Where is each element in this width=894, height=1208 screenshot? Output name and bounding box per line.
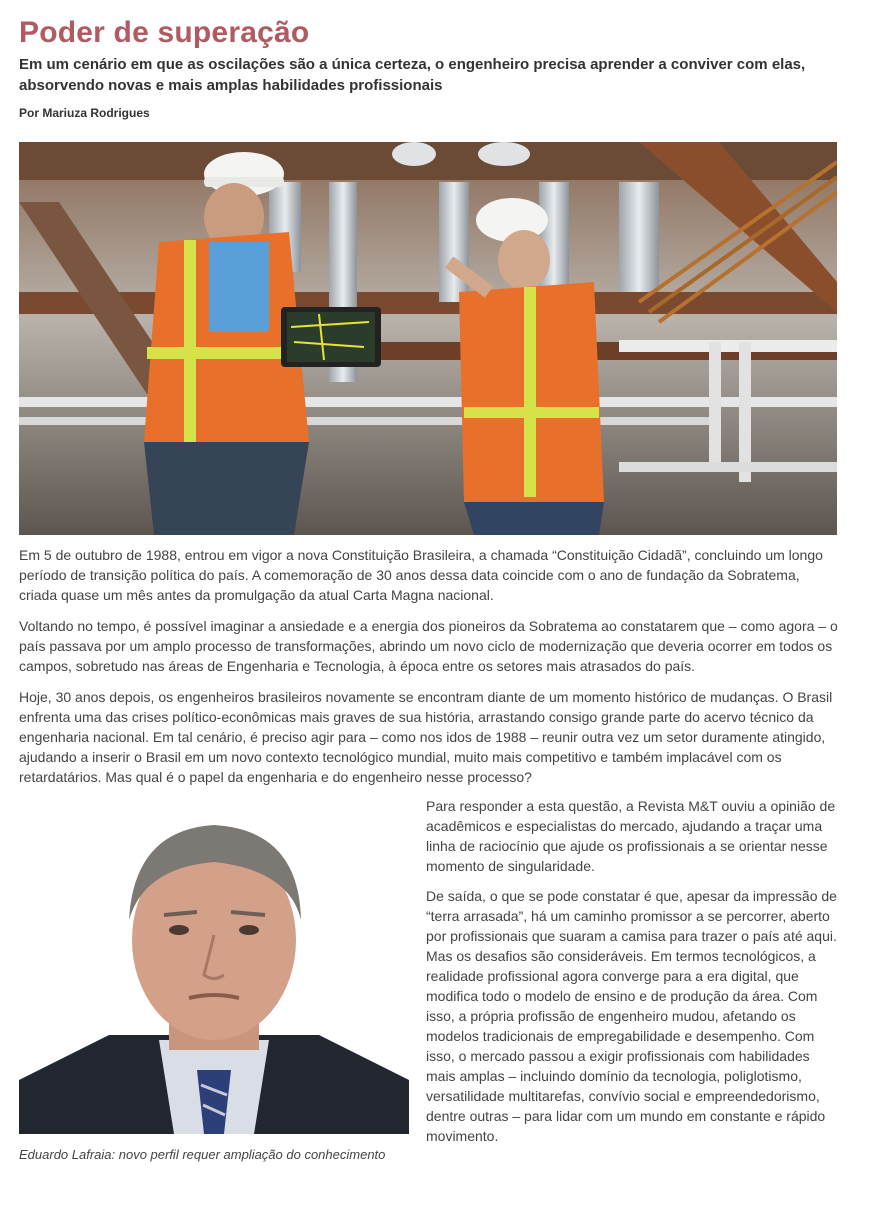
hero-photo-engineers: [19, 142, 837, 535]
body-paragraph: Hoje, 30 anos depois, os engenheiros brasileiros novamente se encontram diante de um momento histórico de mudanças. O Brasil enfrenta uma das crises político-econômicas mais graves de sua história, arrastando consigo grande parte do acervo técnico da engenharia nacional. Em tal cenário, é preciso agir para – como nos idos de 1988 – reunir outra vez um setor duramente atingido, ajudando a inserir o Brasil em um novo contexto tecnológico mundial, muito mais competitivo e também implacável com os retardatários. Mas qual é o papel da engenharia e do engenheiro nesse processo?: [19, 689, 833, 785]
column-paragraph: De saída, o que se pode constatar é que, apesar da impressão de “terra arrasada”, há um caminho promissor a se percorrer, aberto por profissionais que suaram a camisa para trazer o país até aqui. Mas os desafios são consideráveis. Em termos tecnológicos, a realidade profissional agora converge para a era digital, que modifica todo o modelo de ensino e de produção da área. Com isso, a própria profissão de engenheiro mudou, afetando os modelos tradicionais de empregabilidade e desempenho. Com isso, o mercado passou a exigir profissionais com habilidades mais amplas – incluindo domínio da tecnologia, poliglotismo, versatilidade multitarefas, convívio social e empreendedorismo, dentre outras – para lidar com um mundo em constante e rápido movimento.: [426, 888, 837, 1144]
article-subtitle: Em um cenário em que as oscilações são a única certeza, o engenheiro precisa aprender a conviver com elas, absorvendo novas e mais amplas habilidades profissionais: [19, 56, 806, 94]
article-title: Poder de superação: [19, 16, 310, 49]
article-byline: Por Mariuza Rodrigues: [19, 106, 150, 120]
column-paragraph: Para responder a esta questão, a Revista M&T ouviu a opinião de acadêmicos e especialistas do mercado, ajudando a traçar uma linha de raciocínio que ajude os profissionais a se orientar nesse momento de singularidade.: [426, 798, 836, 874]
photo-caption: Eduardo Lafraia: novo perfil requer ampliação do conhecimento: [19, 1147, 386, 1162]
body-paragraph: Em 5 de outubro de 1988, entrou em vigor a nova Constituição Brasileira, a chamada “Constituição Cidadã”, concluindo um longo período de transição política do país. A comemoração de 30 anos dessa data coincide com o ano de fundação da Sobratema, criada quase um mês antes da promulgação da atual Carta Magna nacional.: [19, 547, 823, 603]
body-paragraph: Voltando no tempo, é possível imaginar a ansiedade e a energia dos pioneiros da Sobratema ao constatarem que – como agora – o país passava por um amplo processo de transformações, abrindo um novo ciclo de modernização que deveria ocorrer em todos os campos, sobretudo nas áreas de Engenharia e Tecnologia, à época entre os setores mais atrasados do país.: [19, 618, 838, 674]
portrait-photo-eduardo-lafraia: [19, 800, 409, 1134]
